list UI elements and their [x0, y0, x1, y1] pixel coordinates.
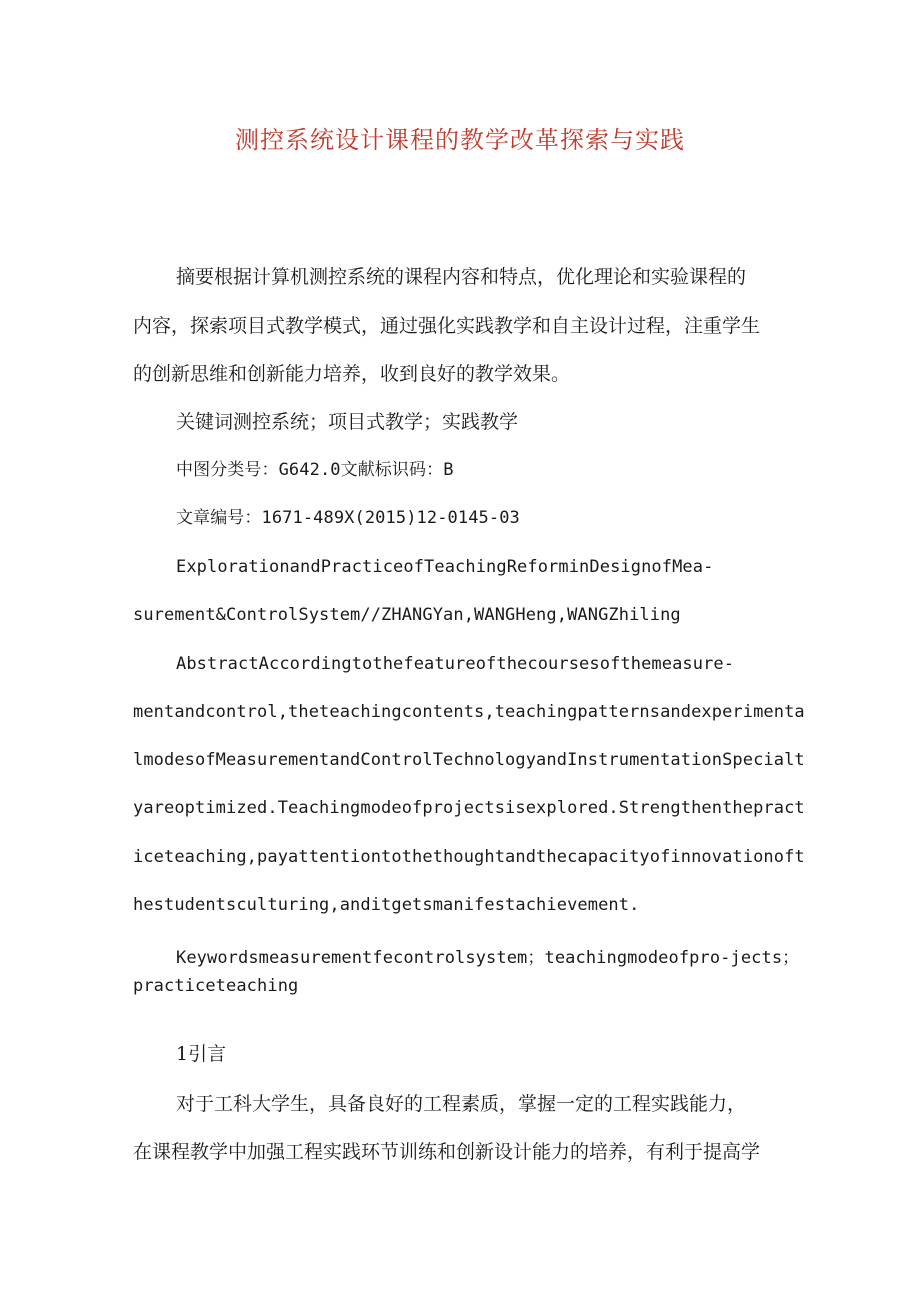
body-paragraph-line-2: 在课程教学中加强工程实践环节训练和创新设计能力的培养，有利于提高学: [133, 1141, 761, 1163]
english-title-line-1: ExplorationandPracticeofTeachingReforminDesignofMea-: [176, 557, 714, 577]
abstract-en-line-4: yareoptimized.Teachingmodeofprojectsisexplored.Strengthenthepract: [133, 798, 805, 818]
english-title-line-2: surement&ControlSystem//ZHANGYan,WANGHeng,WANGZhiling: [133, 605, 681, 625]
abstract-zh-line-2: 内容，探索项目式教学模式，通过强化实践教学和自主设计过程，注重学生: [133, 315, 761, 337]
abstract-en-line-2: mentandcontrol,theteachingcontents,teachingpatternsandexperimenta: [133, 702, 805, 722]
keywords-en-line-1: Keywordsmeasurementfecontrolsystem；teachingmodeofpro-jects；: [176, 948, 800, 968]
abstract-en-line-6: hestudentsculturing,anditgetsmanifestachievement.: [133, 895, 640, 915]
keywords-en-line-2: practiceteaching: [133, 976, 299, 996]
abstract-en-line-1: AbstractAccordingtothefeatureofthecoursesofthemeasure-: [176, 654, 735, 674]
abstract-en-line-3: lmodesofMeasurementandControlTechnologyandInstrumentationSpecialt: [133, 750, 805, 770]
document-title: 测控系统设计课程的教学改革探索与实践: [235, 126, 685, 154]
body-paragraph-line-1: 对于工科大学生，具备良好的工程素质，掌握一定的工程实践能力，: [176, 1093, 747, 1115]
abstract-zh-line-1: 摘要根据计算机测控系统的课程内容和特点，优化理论和实验课程的: [176, 266, 747, 288]
abstract-en-line-5: iceteaching,payattentiontothethoughtandthecapacityofinnovationoft: [133, 847, 805, 867]
article-number: 文章编号：1671-489X(2015)12-0145-03: [176, 508, 520, 528]
classification-number: 中图分类号：G642.0文献标识码：B: [176, 460, 454, 480]
keywords-zh: 关键词测控系统；项目式教学；实践教学: [176, 411, 519, 433]
section-heading-introduction: 1引言: [176, 1043, 227, 1065]
abstract-zh-line-3: 的创新思维和创新能力培养，收到良好的教学效果。: [133, 363, 571, 385]
